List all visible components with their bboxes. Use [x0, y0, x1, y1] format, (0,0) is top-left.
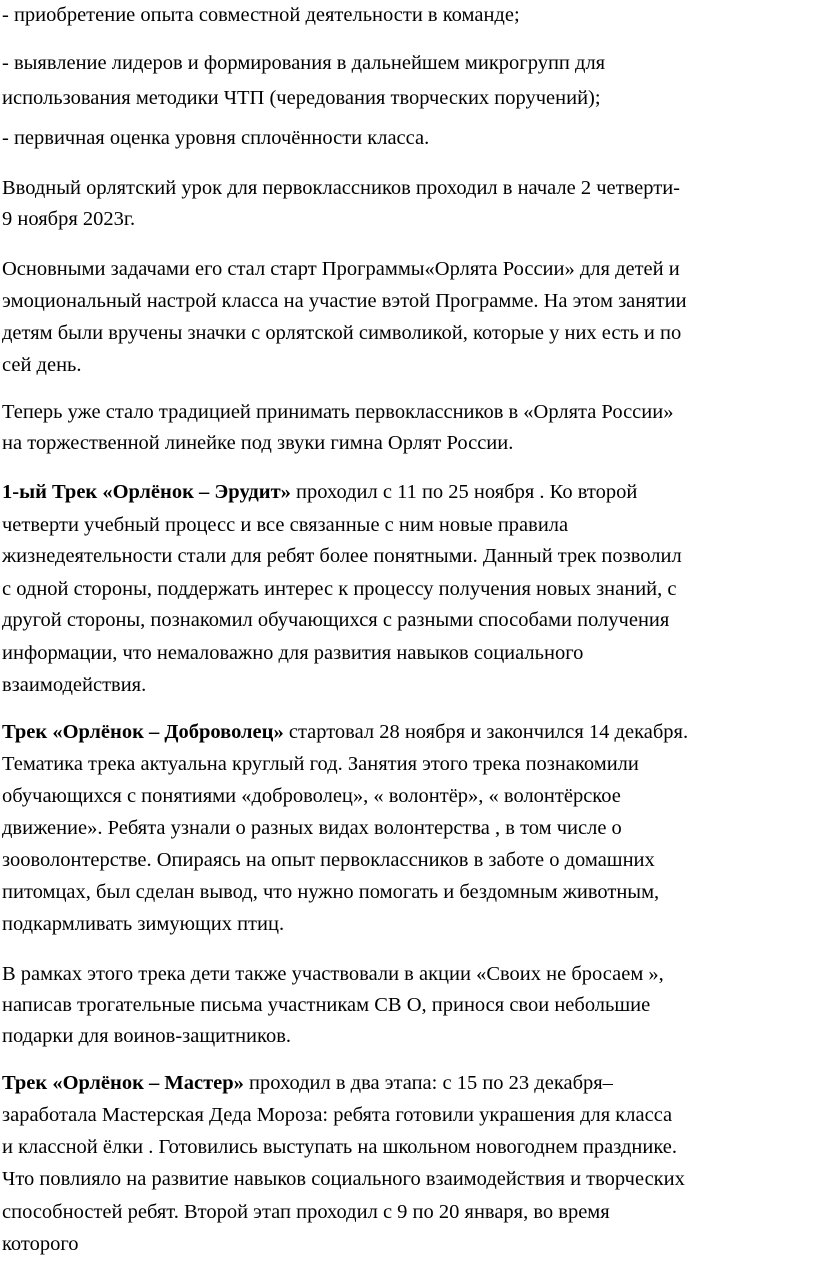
text-line: сей день.: [2, 354, 82, 376]
text-line: Основными задачами его стал старт Программы«Орлята России» для детей и: [2, 258, 680, 280]
text-line: [2, 1071, 613, 1095]
text-line: Тематика трека актуальна круглый год. Занятия этого трека познакомили: [2, 753, 639, 775]
text-line: другой стороны, познакомил обучающихся с разными способами получения: [2, 609, 670, 631]
text-line: подкармливать зимующих птиц.: [2, 913, 285, 935]
text-line: - выявление лидеров и формирования в дальнейшем микрогрупп для: [2, 52, 606, 74]
text-line: информации, что немаловажно для развития навыков социального: [2, 642, 584, 664]
text-line: Вводный орлятский урок для первоклассников проходил в начале 2 четверти-: [2, 177, 681, 199]
text-line: [2, 480, 637, 504]
text-line: способностей ребят. Второй этап проходил с 9 по 20 января, во время: [2, 1201, 610, 1223]
text-line: питомцах, был сделан вывод, что нужно помогать и бездомным животным,: [2, 881, 660, 903]
track-title-erudite: 1-ый Трек «Орлёнок – Эрудит»: [2, 481, 291, 503]
text-line: детям были вручены значки с орлятской символикой, которые у них есть и по: [2, 322, 682, 344]
text-line: подарки для воинов-защитников.: [2, 1025, 291, 1047]
text-line: 9 ноября 2023г.: [2, 208, 136, 230]
text-line: жизнедеятельности стали для ребят более понятными. Данный трек позволил: [2, 545, 682, 567]
text-line: которого: [2, 1233, 79, 1255]
text-line: эмоциональный настрой класса на участие вэтой Программе. На этом занятии: [2, 290, 687, 312]
text-line: заработала Мастерская Деда Мороза: ребята готовили украшения для класса: [2, 1104, 673, 1126]
text-line: движение». Ребята узнали о разных видах волонтерства , в том числе о: [2, 817, 622, 839]
text-line: [2, 720, 688, 744]
text-line: на торжественной линейке под звуки гимна Орлят России.: [2, 432, 514, 454]
text-line: - первичная оценка уровня сплочённости класса.: [2, 127, 430, 149]
text-line: взаимодействия.: [2, 674, 147, 696]
track-title-master: Трек «Орлёнок – Мастер»: [2, 1072, 244, 1094]
track-title-volunteer: Трек «Орлёнок – Доброволец»: [2, 721, 284, 743]
text-line: обучающихся с понятиями «доброволец», « волонтёр», « волонтёрское: [2, 785, 621, 807]
text-line: - приобретение опыта совместной деятельности в команде;: [2, 4, 520, 26]
text-line: использования методики ЧТП (чередования творческих поручений);: [2, 87, 601, 109]
text-line: В рамках этого трека дети также участвовали в акции «Своих не бросаем »,: [2, 963, 664, 985]
text-line: с одной стороны, поддержать интерес к процессу получения новых знаний, с: [2, 578, 677, 600]
text-line: зооволонтерстве. Опираясь на опыт первоклассников в заботе о домашних: [2, 849, 655, 871]
line-text: стартовал 28 ноября и закончился 14 декабря.: [283, 721, 689, 743]
text-line: Теперь уже стало традицией принимать первоклассников в «Орлята России»: [2, 401, 674, 423]
line-text: проходил с 11 по 25 ноября . Ко второй: [290, 481, 638, 503]
text-line: Что повлияло на развитие навыков социального взаимодействия и творческих: [2, 1168, 685, 1190]
text-line: четверти учебный процесс и все связанные с ним новые правила: [2, 514, 569, 536]
text-line: и классной ёлки . Готовились выступать на школьном новогоднем празднике.: [2, 1136, 678, 1158]
line-text: проходил в два этапа: с 15 по 23 декабря–: [243, 1072, 613, 1094]
text-line: написав трогательные письма участникам СВ О, принося свои небольшие: [2, 994, 651, 1016]
